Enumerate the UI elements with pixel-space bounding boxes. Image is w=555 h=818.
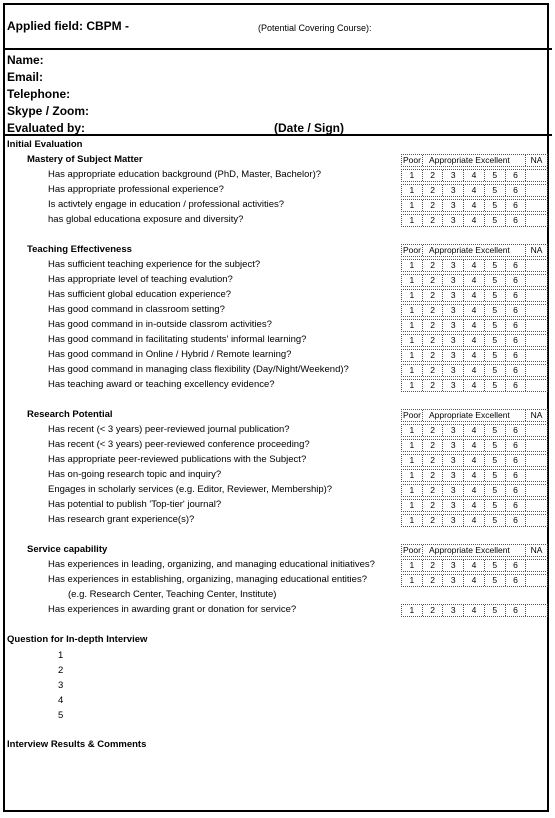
- criterion-label: Has potential to publish 'Top-tier' journal?: [48, 499, 222, 510]
- rating-option[interactable]: 3: [443, 365, 464, 376]
- rating-na-cell[interactable]: [526, 425, 547, 436]
- rating-row: [401, 499, 548, 512]
- scale-poor-label: Poor: [402, 245, 423, 256]
- rating-option[interactable]: 1: [402, 425, 423, 436]
- interview-question-number: 2: [58, 665, 64, 676]
- criterion-label: Has good command in Online / Hybrid / Remote learning?: [48, 349, 292, 360]
- rating-na-cell[interactable]: [526, 500, 547, 511]
- rating-option[interactable]: 4: [464, 335, 485, 346]
- rating-row: [401, 259, 548, 272]
- criterion-label: Has appropriate professional experience?: [48, 184, 224, 195]
- rating-row: [401, 574, 548, 587]
- initial-evaluation-title: Initial Evaluation: [7, 139, 83, 150]
- rating-option[interactable]: 3: [443, 455, 464, 466]
- rating-option[interactable]: 2: [423, 380, 444, 391]
- rating-na-cell[interactable]: [526, 200, 547, 211]
- rating-option[interactable]: 6: [506, 335, 527, 346]
- scale-poor-label: Poor: [402, 545, 423, 556]
- rating-option[interactable]: 6: [506, 305, 527, 316]
- evaluated-by-label: Evaluated by:: [7, 121, 86, 135]
- rating-row: [401, 484, 548, 497]
- interview-question-number: 4: [58, 695, 64, 706]
- criterion-label: Has good command in facilitating students' informal learning?: [48, 334, 307, 345]
- rating-option[interactable]: 3: [443, 350, 464, 361]
- scale-middle-label: Appropriate Excellent: [423, 245, 526, 256]
- criterion-label: Has appropriate education background (PhD, Master, Bachelor)?: [48, 169, 322, 180]
- rating-option[interactable]: 5: [485, 335, 506, 346]
- rating-row: [401, 439, 548, 452]
- rating-option[interactable]: 2: [423, 470, 444, 481]
- rating-option[interactable]: 4: [464, 470, 485, 481]
- rating-option[interactable]: 4: [464, 290, 485, 301]
- rating-option[interactable]: 3: [443, 260, 464, 271]
- interview-title: Question for In-depth Interview: [7, 634, 148, 645]
- rating-na-cell[interactable]: [526, 305, 547, 316]
- rating-option[interactable]: 2: [423, 305, 444, 316]
- rating-option[interactable]: 6: [506, 320, 527, 331]
- results-title: Interview Results & Comments: [7, 739, 147, 750]
- rating-na-cell[interactable]: [526, 335, 547, 346]
- scale-poor-label: Poor: [402, 410, 423, 421]
- rating-option[interactable]: 2: [423, 215, 444, 226]
- rating-option[interactable]: 2: [423, 320, 444, 331]
- rating-option[interactable]: 4: [464, 485, 485, 496]
- criterion-label: Has sufficient global education experience?: [48, 289, 232, 300]
- rating-option[interactable]: 6: [506, 455, 527, 466]
- scale-na-label: NA: [530, 155, 543, 165]
- rating-na-cell[interactable]: [526, 470, 547, 481]
- rating-option[interactable]: 4: [464, 440, 485, 451]
- rating-option[interactable]: 2: [423, 350, 444, 361]
- rating-option[interactable]: 2: [423, 455, 444, 466]
- rating-option[interactable]: 5: [485, 185, 506, 196]
- scale-na-label: NA: [530, 410, 543, 420]
- scale-na-label: NA: [530, 545, 543, 555]
- interview-question-number: 3: [58, 680, 64, 691]
- rating-row: [401, 469, 548, 482]
- rating-option[interactable]: 5: [485, 170, 506, 181]
- rating-row: [401, 319, 548, 332]
- rating-option[interactable]: 4: [464, 425, 485, 436]
- rating-option[interactable]: 2: [423, 365, 444, 376]
- rating-na-cell[interactable]: [526, 380, 547, 391]
- rating-option[interactable]: 5: [485, 440, 506, 451]
- criterion-label: Has experiences in leading, organizing, and managing educational initiatives?: [48, 559, 375, 570]
- rating-option[interactable]: 1: [402, 185, 423, 196]
- rating-option[interactable]: 5: [485, 455, 506, 466]
- header-divider: [3, 48, 552, 50]
- rating-row: [401, 199, 548, 212]
- rating-option[interactable]: 4: [464, 275, 485, 286]
- rating-option[interactable]: 6: [506, 425, 527, 436]
- rating-option[interactable]: 1: [402, 200, 423, 211]
- applied-field-label: Applied field: CBPM -: [7, 19, 129, 33]
- rating-na-cell[interactable]: [526, 605, 547, 616]
- rating-option[interactable]: 5: [485, 560, 506, 571]
- criterion-label: Has experiences in establishing, organizing, managing educational entities?: [48, 574, 367, 585]
- rating-option[interactable]: 3: [443, 560, 464, 571]
- rating-row: [401, 184, 548, 197]
- criterion-label: Has sufficient teaching experience for the subject?: [48, 259, 261, 270]
- skype-zoom-label: Skype / Zoom:: [7, 104, 90, 118]
- rating-na-cell[interactable]: [526, 365, 547, 376]
- rating-option[interactable]: 4: [464, 575, 485, 586]
- rating-option[interactable]: 4: [464, 500, 485, 511]
- rating-option[interactable]: 2: [423, 170, 444, 181]
- rating-option[interactable]: 3: [443, 485, 464, 496]
- rating-option[interactable]: 3: [443, 290, 464, 301]
- rating-scale-header: [401, 409, 548, 422]
- rating-scale-header: [401, 154, 548, 167]
- rating-option[interactable]: 5: [485, 365, 506, 376]
- rating-option[interactable]: 2: [423, 575, 444, 586]
- rating-option[interactable]: 4: [464, 305, 485, 316]
- rating-option[interactable]: 1: [402, 260, 423, 271]
- rating-option[interactable]: 3: [443, 440, 464, 451]
- rating-option[interactable]: 6: [506, 380, 527, 391]
- rating-option[interactable]: 6: [506, 485, 527, 496]
- rating-option[interactable]: 4: [464, 560, 485, 571]
- rating-na-cell[interactable]: [526, 515, 547, 526]
- rating-option[interactable]: 6: [506, 470, 527, 481]
- rating-option[interactable]: 2: [423, 200, 444, 211]
- rating-na-cell[interactable]: [526, 185, 547, 196]
- rating-option[interactable]: 3: [443, 185, 464, 196]
- rating-option[interactable]: 3: [443, 500, 464, 511]
- criterion-label: Has good command in in-outside classrom activities?: [48, 319, 272, 330]
- rating-option[interactable]: 2: [423, 515, 444, 526]
- rating-option[interactable]: 6: [506, 290, 527, 301]
- covering-course-label: (Potential Covering Course):: [258, 23, 372, 33]
- rating-option[interactable]: 5: [485, 305, 506, 316]
- scale-na-label: NA: [530, 245, 543, 255]
- rating-scale-header: [401, 244, 548, 257]
- rating-option[interactable]: 5: [485, 425, 506, 436]
- rating-option[interactable]: 6: [506, 275, 527, 286]
- rating-option[interactable]: 1: [402, 485, 423, 496]
- rating-option[interactable]: 1: [402, 170, 423, 181]
- rating-option[interactable]: 5: [485, 260, 506, 271]
- rating-na-cell[interactable]: [526, 215, 547, 226]
- scale-middle-label: Appropriate Excellent: [423, 410, 526, 421]
- rating-na-cell[interactable]: [526, 575, 547, 586]
- rating-option[interactable]: 1: [402, 320, 423, 331]
- criterion-label: Is activtely engage in education / professional activities?: [48, 199, 285, 210]
- rating-scale-header: [401, 544, 548, 557]
- rating-option[interactable]: 1: [402, 605, 423, 616]
- rating-option[interactable]: 4: [464, 515, 485, 526]
- rating-option[interactable]: 6: [506, 605, 527, 616]
- rating-option[interactable]: 6: [506, 200, 527, 211]
- rating-option[interactable]: 1: [402, 515, 423, 526]
- rating-option[interactable]: 6: [506, 515, 527, 526]
- rating-row: [401, 604, 548, 617]
- criterion-label: Has on-going research topic and inquiry?: [48, 469, 222, 480]
- rating-row: [401, 424, 548, 437]
- rating-option[interactable]: 3: [443, 335, 464, 346]
- interview-question-number: 1: [58, 650, 64, 661]
- rating-option[interactable]: 2: [423, 260, 444, 271]
- rating-row: [401, 514, 548, 527]
- rating-option[interactable]: 6: [506, 350, 527, 361]
- rating-option[interactable]: 4: [464, 185, 485, 196]
- rating-option[interactable]: 1: [402, 275, 423, 286]
- rating-option[interactable]: 6: [506, 170, 527, 181]
- rating-option[interactable]: 1: [402, 365, 423, 376]
- criterion-label: Has good command in managing class flexibility (Day/Night/Weekend)?: [48, 364, 349, 375]
- interview-question-number: 5: [58, 710, 64, 721]
- rating-option[interactable]: 5: [485, 380, 506, 391]
- rating-option[interactable]: 4: [464, 380, 485, 391]
- rating-option[interactable]: 5: [485, 200, 506, 211]
- rating-option[interactable]: 4: [464, 215, 485, 226]
- rating-option[interactable]: 4: [464, 200, 485, 211]
- rating-option[interactable]: 5: [485, 500, 506, 511]
- rating-option[interactable]: 2: [423, 335, 444, 346]
- rating-row: [401, 214, 548, 227]
- rating-option[interactable]: 2: [423, 290, 444, 301]
- rating-option[interactable]: 3: [443, 605, 464, 616]
- rating-option[interactable]: 6: [506, 500, 527, 511]
- rating-option[interactable]: 2: [423, 485, 444, 496]
- rating-na-cell[interactable]: [526, 260, 547, 271]
- criterion-label: Engages in scholarly services (e.g. Editor, Reviewer, Membership)?: [48, 484, 333, 495]
- rating-option[interactable]: 1: [402, 380, 423, 391]
- rating-option[interactable]: 2: [423, 440, 444, 451]
- rating-option[interactable]: 4: [464, 455, 485, 466]
- telephone-label: Telephone:: [7, 87, 71, 101]
- rating-row: [401, 559, 548, 572]
- criterion-label: Has recent (< 3 years) peer-reviewed conference proceeding?: [48, 439, 310, 450]
- rating-option[interactable]: 2: [423, 500, 444, 511]
- rating-na-cell[interactable]: [526, 350, 547, 361]
- criterion-label: Has good command in classroom setting?: [48, 304, 225, 315]
- rating-option[interactable]: 5: [485, 485, 506, 496]
- rating-option[interactable]: 5: [485, 575, 506, 586]
- rating-option[interactable]: 5: [485, 350, 506, 361]
- rating-option[interactable]: 6: [506, 260, 527, 271]
- rating-option[interactable]: 3: [443, 515, 464, 526]
- rating-option[interactable]: 4: [464, 170, 485, 181]
- rating-na-cell[interactable]: [526, 290, 547, 301]
- rating-option[interactable]: 3: [443, 170, 464, 181]
- rating-option[interactable]: 5: [485, 515, 506, 526]
- criterion-label: Has experiences in awarding grant or donation for service?: [48, 604, 297, 615]
- date-sign-label: (Date / Sign): [274, 121, 345, 135]
- rating-row: [401, 364, 548, 377]
- rating-row: [401, 274, 548, 287]
- rating-option[interactable]: 3: [443, 320, 464, 331]
- rating-row: [401, 169, 548, 182]
- email-label: Email:: [7, 70, 44, 84]
- rating-option[interactable]: 2: [423, 560, 444, 571]
- rating-option[interactable]: 2: [423, 605, 444, 616]
- rating-option[interactable]: 6: [506, 440, 527, 451]
- rating-option[interactable]: 4: [464, 605, 485, 616]
- rating-option[interactable]: 1: [402, 500, 423, 511]
- rating-option[interactable]: 4: [464, 350, 485, 361]
- scale-middle-label: Appropriate Excellent: [423, 155, 526, 166]
- rating-option[interactable]: 3: [443, 470, 464, 481]
- rating-option[interactable]: 5: [485, 605, 506, 616]
- rating-option[interactable]: 2: [423, 185, 444, 196]
- rating-option[interactable]: 3: [443, 575, 464, 586]
- rating-option[interactable]: 1: [402, 350, 423, 361]
- rating-option[interactable]: 1: [402, 440, 423, 451]
- rating-option[interactable]: 3: [443, 425, 464, 436]
- rating-option[interactable]: 4: [464, 260, 485, 271]
- rating-option[interactable]: 6: [506, 575, 527, 586]
- rating-option[interactable]: 3: [443, 305, 464, 316]
- scale-poor-label: Poor: [402, 155, 423, 166]
- rating-option[interactable]: 2: [423, 275, 444, 286]
- rating-row: [401, 304, 548, 317]
- rating-row: [401, 289, 548, 302]
- rating-option[interactable]: 1: [402, 305, 423, 316]
- rating-na-cell[interactable]: [526, 440, 547, 451]
- section-title: Mastery of Subject Matter: [27, 154, 143, 165]
- criterion-label: Has teaching award or teaching excellency evidence?: [48, 379, 275, 390]
- criterion-label: Has research grant experience(s)?: [48, 514, 195, 525]
- rating-option[interactable]: 6: [506, 560, 527, 571]
- criterion-label: has global educationa exposure and diversity?: [48, 214, 244, 225]
- rating-option[interactable]: 5: [485, 470, 506, 481]
- criterion-label: Has appropriate level of teaching evalution?: [48, 274, 233, 285]
- rating-option[interactable]: 1: [402, 455, 423, 466]
- section-title: Teaching Effectiveness: [27, 244, 132, 255]
- name-label: Name:: [7, 53, 44, 67]
- rating-na-cell[interactable]: [526, 485, 547, 496]
- criterion-note: (e.g. Research Center, Teaching Center, Institute): [68, 589, 277, 600]
- criterion-label: Has appropriate peer-reviewed publications with the Subject?: [48, 454, 307, 465]
- rating-option[interactable]: 5: [485, 215, 506, 226]
- rating-option[interactable]: 4: [464, 320, 485, 331]
- rating-na-cell[interactable]: [526, 275, 547, 286]
- rating-row: [401, 349, 548, 362]
- rating-na-cell[interactable]: [526, 455, 547, 466]
- rating-option[interactable]: 1: [402, 470, 423, 481]
- scale-middle-label: Appropriate Excellent: [423, 545, 526, 556]
- rating-option[interactable]: 1: [402, 560, 423, 571]
- rating-option[interactable]: 2: [423, 425, 444, 436]
- rating-option[interactable]: 1: [402, 335, 423, 346]
- rating-option[interactable]: 5: [485, 320, 506, 331]
- rating-row: [401, 379, 548, 392]
- rating-na-cell[interactable]: [526, 320, 547, 331]
- rating-option[interactable]: 1: [402, 575, 423, 586]
- rating-option[interactable]: 6: [506, 215, 527, 226]
- rating-na-cell[interactable]: [526, 170, 547, 181]
- rating-option[interactable]: 6: [506, 365, 527, 376]
- rating-option[interactable]: 5: [485, 290, 506, 301]
- rating-option[interactable]: 6: [506, 185, 527, 196]
- rating-option[interactable]: 4: [464, 365, 485, 376]
- criterion-label: Has recent (< 3 years) peer-reviewed journal publication?: [48, 424, 290, 435]
- rating-option[interactable]: 3: [443, 200, 464, 211]
- rating-option[interactable]: 5: [485, 275, 506, 286]
- rating-option[interactable]: 1: [402, 215, 423, 226]
- section-title: Research Potential: [27, 409, 113, 420]
- rating-option[interactable]: 3: [443, 275, 464, 286]
- rating-option[interactable]: 3: [443, 215, 464, 226]
- rating-option[interactable]: 3: [443, 380, 464, 391]
- rating-option[interactable]: 1: [402, 290, 423, 301]
- rating-na-cell[interactable]: [526, 560, 547, 571]
- rating-row: [401, 454, 548, 467]
- rating-row: [401, 334, 548, 347]
- section-title: Service capability: [27, 544, 108, 555]
